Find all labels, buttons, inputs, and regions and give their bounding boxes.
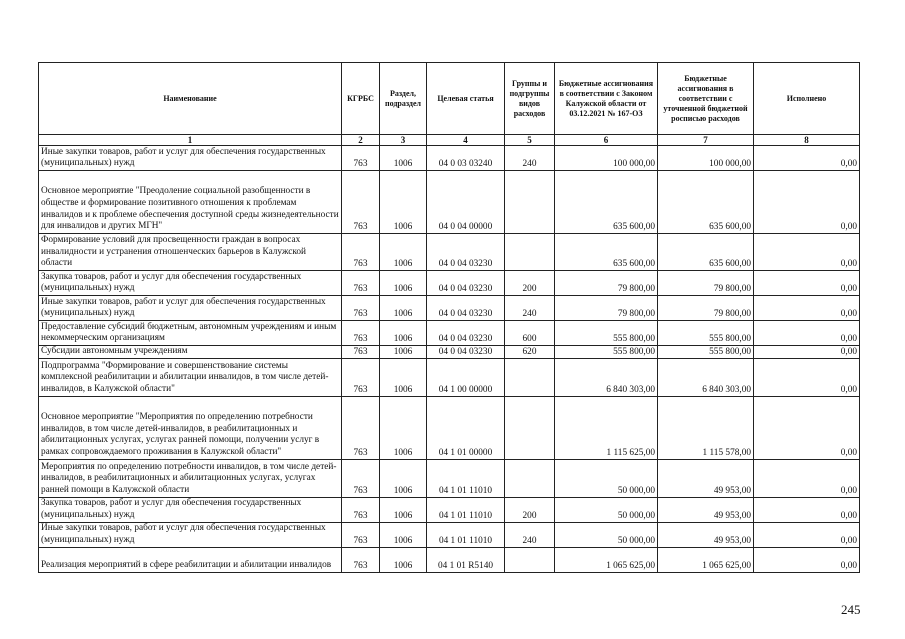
row-law-allocation: 635 600,00 xyxy=(555,171,658,234)
table-row xyxy=(39,296,860,321)
row-refined-allocation: 79 800,00 xyxy=(658,271,754,296)
row-group xyxy=(505,171,555,234)
row-group: 240 xyxy=(505,522,555,547)
row-kgrbs: 763 xyxy=(342,522,380,547)
row-kgrbs: 763 xyxy=(342,547,380,572)
row-name: Закупка товаров, работ и услуг для обеспечения государственных (муниципальных) нужд xyxy=(39,497,342,522)
row-name: Основное мероприятие "Преодоление социальной разобщенности в обществе и формирование позитивного отношения к проблемам инвалидов и к проблеме обеспечения доступной среды жизнедеятельности для инвалидов и других МГН" xyxy=(39,171,342,234)
row-executed: 0,00 xyxy=(754,296,860,321)
row-target: 04 1 01 R5140 xyxy=(427,547,505,572)
row-executed: 0,00 xyxy=(754,396,860,459)
row-group: 240 xyxy=(505,146,555,171)
row-section: 1006 xyxy=(380,358,427,396)
row-section: 1006 xyxy=(380,171,427,234)
row-target: 04 0 04 03230 xyxy=(427,271,505,296)
row-section: 1006 xyxy=(380,234,427,271)
row-law-allocation: 50 000,00 xyxy=(555,459,658,497)
row-section: 1006 xyxy=(380,522,427,547)
row-law-allocation: 6 840 303,00 xyxy=(555,358,658,396)
row-kgrbs: 763 xyxy=(342,146,380,171)
row-name: Основное мероприятие "Мероприятия по определению потребности инвалидов, в том числе детей-инвалидов, в реабилитационных и абилитационных услугах, услугах ранней помощи, получении услуг в рамках сопровождаемого проживания в Калужской области" xyxy=(39,396,342,459)
column-number: 8 xyxy=(754,135,860,146)
table-row xyxy=(39,346,860,359)
table-row xyxy=(39,459,860,497)
column-number-row xyxy=(39,135,860,146)
column-number: 7 xyxy=(658,135,754,146)
row-law-allocation: 635 600,00 xyxy=(555,234,658,271)
row-section: 1006 xyxy=(380,346,427,359)
table-row xyxy=(39,497,860,522)
row-target: 04 1 00 00000 xyxy=(427,358,505,396)
row-name: Реализация мероприятий в сфере реабилитации и абилитации инвалидов xyxy=(39,547,342,572)
row-section: 1006 xyxy=(380,396,427,459)
row-refined-allocation: 6 840 303,00 xyxy=(658,358,754,396)
row-law-allocation: 50 000,00 xyxy=(555,522,658,547)
row-target: 04 0 04 03230 xyxy=(427,296,505,321)
row-name: Субсидии автономным учреждениям xyxy=(39,346,342,359)
row-section: 1006 xyxy=(380,547,427,572)
table-row xyxy=(39,171,860,234)
row-executed: 0,00 xyxy=(754,522,860,547)
row-refined-allocation: 49 953,00 xyxy=(658,522,754,547)
table-row xyxy=(39,547,860,572)
row-refined-allocation: 49 953,00 xyxy=(658,459,754,497)
row-target: 04 1 01 00000 xyxy=(427,396,505,459)
row-section: 1006 xyxy=(380,296,427,321)
header-executed: Исполнено xyxy=(754,63,860,135)
row-executed: 0,00 xyxy=(754,171,860,234)
row-executed: 0,00 xyxy=(754,346,860,359)
row-group: 600 xyxy=(505,321,555,346)
row-group: 240 xyxy=(505,296,555,321)
budget-table-container xyxy=(38,62,859,573)
row-kgrbs: 763 xyxy=(342,346,380,359)
row-refined-allocation: 1 065 625,00 xyxy=(658,547,754,572)
table-row xyxy=(39,234,860,271)
row-executed: 0,00 xyxy=(754,321,860,346)
header-target: Целевая статья xyxy=(427,63,505,135)
table-row xyxy=(39,321,860,346)
row-group: 200 xyxy=(505,271,555,296)
row-executed: 0,00 xyxy=(754,459,860,497)
column-number: 6 xyxy=(555,135,658,146)
header-group: Группы и подгруппы видов расходов xyxy=(505,63,555,135)
row-refined-allocation: 555 800,00 xyxy=(658,321,754,346)
row-executed: 0,00 xyxy=(754,146,860,171)
row-group: 200 xyxy=(505,497,555,522)
table-row xyxy=(39,146,860,171)
row-name: Иные закупки товаров, работ и услуг для обеспечения государственных (муниципальных) нужд xyxy=(39,296,342,321)
row-law-allocation: 1 115 625,00 xyxy=(555,396,658,459)
row-target: 04 1 01 11010 xyxy=(427,497,505,522)
row-law-allocation: 79 800,00 xyxy=(555,296,658,321)
row-kgrbs: 763 xyxy=(342,497,380,522)
row-refined-allocation: 79 800,00 xyxy=(658,296,754,321)
row-group xyxy=(505,547,555,572)
budget-table xyxy=(38,62,860,573)
table-body xyxy=(39,146,860,573)
row-kgrbs: 763 xyxy=(342,321,380,346)
row-law-allocation: 79 800,00 xyxy=(555,271,658,296)
row-name: Иные закупки товаров, работ и услуг для обеспечения государственных (муниципальных) нужд xyxy=(39,522,342,547)
row-executed: 0,00 xyxy=(754,271,860,296)
row-kgrbs: 763 xyxy=(342,271,380,296)
row-executed: 0,00 xyxy=(754,358,860,396)
row-law-allocation: 100 000,00 xyxy=(555,146,658,171)
row-section: 1006 xyxy=(380,321,427,346)
row-executed: 0,00 xyxy=(754,547,860,572)
row-target: 04 0 04 03230 xyxy=(427,346,505,359)
row-target: 04 0 03 03240 xyxy=(427,146,505,171)
column-number: 3 xyxy=(380,135,427,146)
row-target: 04 1 01 11010 xyxy=(427,522,505,547)
row-group xyxy=(505,459,555,497)
row-section: 1006 xyxy=(380,271,427,296)
header-law-allocation: Бюджетные ассигнования в соответствии с Законом Калужской области от 03.12.2021 № 167-ОЗ xyxy=(555,63,658,135)
column-number: 5 xyxy=(505,135,555,146)
column-number: 4 xyxy=(427,135,505,146)
table-row xyxy=(39,396,860,459)
row-refined-allocation: 1 115 578,00 xyxy=(658,396,754,459)
row-law-allocation: 1 065 625,00 xyxy=(555,547,658,572)
row-group xyxy=(505,396,555,459)
row-refined-allocation: 49 953,00 xyxy=(658,497,754,522)
row-name: Подпрограмма "Формирование и совершенствование системы комплексной реабилитации и абилитации инвалидов, в том числе детей-инвалидов, в Калужской области" xyxy=(39,358,342,396)
row-refined-allocation: 635 600,00 xyxy=(658,171,754,234)
table-row xyxy=(39,522,860,547)
row-law-allocation: 555 800,00 xyxy=(555,346,658,359)
header-kgrbs: КГРБС xyxy=(342,63,380,135)
row-name: Закупка товаров, работ и услуг для обеспечения государственных (муниципальных) нужд xyxy=(39,271,342,296)
row-refined-allocation: 100 000,00 xyxy=(658,146,754,171)
row-group xyxy=(505,358,555,396)
row-kgrbs: 763 xyxy=(342,234,380,271)
row-section: 1006 xyxy=(380,459,427,497)
row-kgrbs: 763 xyxy=(342,358,380,396)
row-group: 620 xyxy=(505,346,555,359)
row-name: Иные закупки товаров, работ и услуг для обеспечения государственных (муниципальных) нужд xyxy=(39,146,342,171)
row-name: Предоставление субсидий бюджетным, автономным учреждениям и иным некоммерческим организациям xyxy=(39,321,342,346)
row-target: 04 0 04 03230 xyxy=(427,321,505,346)
row-section: 1006 xyxy=(380,146,427,171)
row-kgrbs: 763 xyxy=(342,459,380,497)
row-target: 04 0 04 03230 xyxy=(427,234,505,271)
row-target: 04 0 04 00000 xyxy=(427,171,505,234)
column-number: 1 xyxy=(39,135,342,146)
column-number: 2 xyxy=(342,135,380,146)
header-row xyxy=(39,63,860,135)
row-kgrbs: 763 xyxy=(342,296,380,321)
row-law-allocation: 555 800,00 xyxy=(555,321,658,346)
table-row xyxy=(39,271,860,296)
row-target: 04 1 01 11010 xyxy=(427,459,505,497)
row-refined-allocation: 635 600,00 xyxy=(658,234,754,271)
row-name: Формирование условий для просвещенности граждан в вопросах инвалидности и устранения отношенческих барьеров в Калужской области xyxy=(39,234,342,271)
header-refined-allocation: Бюджетные ассигнования в соответствии с уточненной бюджетной росписью расходов xyxy=(658,63,754,135)
row-kgrbs: 763 xyxy=(342,396,380,459)
table-row xyxy=(39,358,860,396)
row-executed: 0,00 xyxy=(754,497,860,522)
row-kgrbs: 763 xyxy=(342,171,380,234)
page-number: 245 xyxy=(841,602,861,617)
row-group xyxy=(505,234,555,271)
header-section: Раздел, подраздел xyxy=(380,63,427,135)
row-section: 1006 xyxy=(380,497,427,522)
header-name: Наименование xyxy=(39,63,342,135)
row-name: Мероприятия по определению потребности инвалидов, в том числе детей-инвалидов, в реабилитационных и абилитационных услугах, услугах ранней помощи в Калужской области xyxy=(39,459,342,497)
row-law-allocation: 50 000,00 xyxy=(555,497,658,522)
row-executed: 0,00 xyxy=(754,234,860,271)
row-refined-allocation: 555 800,00 xyxy=(658,346,754,359)
